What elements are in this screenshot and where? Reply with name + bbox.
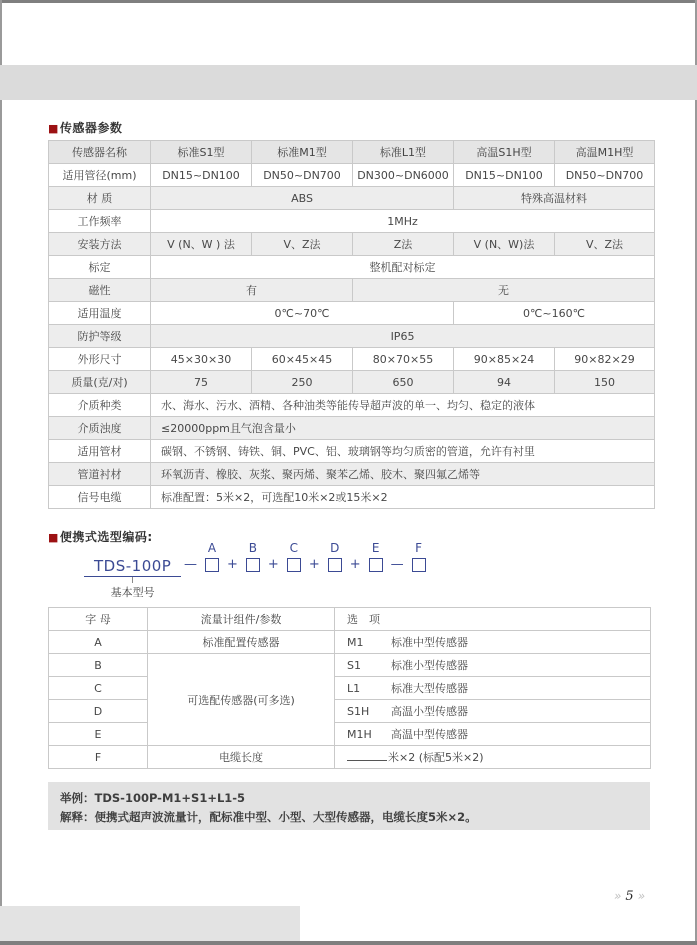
table-cell: 有 [151,279,353,302]
code-slot-C [287,542,301,572]
option-code: L1 [347,682,361,695]
table-row [49,723,651,746]
table-row [49,348,655,371]
connector-line [132,577,133,583]
code-letter: E [371,541,380,555]
page-left-edge [0,0,2,945]
table-cell: DN15~DN100 [151,164,252,187]
table-cell: 0℃~160℃ [454,302,655,325]
letter-cell: D [49,700,148,723]
table-cell: 碳钢、不锈钢、铸铁、铜、PVC、铝、玻璃钢等均匀质密的管道，允许有衬里 [151,440,655,463]
column-header: 字 母 [49,608,148,631]
code-letter: B [248,541,258,555]
table-cell: V、Z法 [555,233,655,256]
selection-table-body [49,631,651,769]
table-row [49,417,655,440]
table-row [49,746,651,769]
plus-separator: + [349,557,361,572]
letter-cell: B [49,654,148,677]
header-band [0,65,697,100]
sensor-parameters-table [48,140,655,509]
code-box-icon [205,558,219,572]
dash-separator: — [390,557,404,572]
option-label: 高温小型传感器 [391,705,468,718]
header-row [49,141,655,164]
chevron-right-icon: » [637,889,646,903]
table-cell: 75 [151,371,252,394]
table-row [49,700,651,723]
table-cell: 94 [454,371,555,394]
example-label: 解释： [60,810,95,824]
table-row [49,279,655,302]
table-cell: ≤20000ppm且气泡含量小 [151,417,655,440]
dash-separator: — [184,557,197,572]
table-cell: 90×82×29 [555,348,655,371]
table-row [49,654,651,677]
table-row [49,677,651,700]
table-row [49,233,655,256]
table-cell: 标准配置：5米×2，可选配10米×2或15米×2 [151,486,655,509]
selection-code-table [48,607,651,769]
code-box-icon [412,558,426,572]
code-slot-F [412,542,426,572]
table-cell: ABS [151,187,454,210]
row-label: 材 质 [49,187,151,210]
table-row [49,440,655,463]
option-label: 高温中型传感器 [391,728,468,741]
table-cell: 45×30×30 [151,348,252,371]
table-cell: 250 [252,371,353,394]
plus-separator: + [227,557,238,572]
component-cell: 可选配传感器(可多选) [148,654,335,746]
table-cell: 水、海水、污水、酒精、各种油类等能传导超声波的单一、均匀、稳定的液体 [151,394,655,417]
chevron-left-icon: » [614,889,622,903]
table-row [49,486,655,509]
row-label: 信号电缆 [49,486,151,509]
page-number-block [614,889,645,904]
column-header: 高温S1H型 [454,141,555,164]
row-label: 介质种类 [49,394,151,417]
model-code-section-title [48,528,153,545]
table-cell: V、Z法 [252,233,353,256]
example-line [60,808,640,827]
code-letter: F [415,541,423,555]
sensor-table-body [49,164,655,509]
column-header: 选 项 [335,608,651,631]
column-header: 标准M1型 [252,141,353,164]
row-label: 标定 [49,256,151,279]
table-cell: V (N、W)法 [454,233,555,256]
code-box-icon [328,558,342,572]
code-letter: C [289,541,298,555]
table-cell: Z法 [353,233,454,256]
code-slot-B [246,542,260,572]
option-cell [335,723,651,746]
table-row [49,631,651,654]
code-box-icon [246,558,260,572]
table-cell: 0℃~70℃ [151,302,454,325]
column-header-label: 传感器名称 [49,141,151,164]
table-row [49,371,655,394]
code-slot-D [328,542,342,572]
table-cell: V (N、W ) 法 [151,233,252,256]
column-header: 高温M1H型 [555,141,655,164]
option-cell [335,631,651,654]
component-cell: 电缆长度 [148,746,335,769]
example-line [60,789,640,808]
header-row [49,608,651,631]
table-row [49,325,655,348]
row-label: 外形尺寸 [49,348,151,371]
code-slot-A [205,542,219,572]
red-square-bullet-icon: ■ [48,122,59,135]
row-label: 适用温度 [49,302,151,325]
option-code: S1 [347,659,361,672]
table-cell: 环氧沥青、橡胶、灰浆、聚丙烯、聚苯乙烯、胶木、聚四氟乙烯等 [151,463,655,486]
example-code: TDS-100P-M1+S1+L1-5 [94,791,246,805]
table-cell: 80×70×55 [353,348,454,371]
table-row [49,164,655,187]
letter-cell: E [49,723,148,746]
table-row [49,302,655,325]
row-label: 磁性 [49,279,151,302]
option-cell [335,700,651,723]
base-model-label: 基本型号 [110,586,155,599]
option-cell [335,746,651,769]
page-bottom-rule [0,941,697,945]
component-cell: 标准配置传感器 [148,631,335,654]
table-cell: IP65 [151,325,655,348]
selection-table-head [49,608,651,631]
row-label: 工作频率 [49,210,151,233]
table-cell: DN15~DN100 [454,164,555,187]
row-label: 安装方法 [49,233,151,256]
code-letter: A [207,541,217,555]
code-slot-E [369,542,383,572]
plus-separator: + [267,557,279,572]
option-code: M1H [347,728,372,741]
table-cell: 1MHz [151,210,655,233]
option-code: M1 [347,636,364,649]
table-row [49,210,655,233]
letter-cell: A [49,631,148,654]
sensor-section-title [48,119,122,136]
red-square-bullet-icon: ■ [48,531,59,544]
code-letter: D [330,541,340,555]
column-header: 流量计组件/参数 [148,608,335,631]
table-cell: 650 [353,371,454,394]
option-label: 标准小型传感器 [391,659,468,672]
option-label: 米×2 (标配5米×2) [388,751,484,764]
table-cell: 150 [555,371,655,394]
column-header: 标准L1型 [353,141,454,164]
row-label: 适用管材 [49,440,151,463]
letter-cell: F [49,746,148,769]
footer-band [0,906,300,941]
row-label: 质量(克/对) [49,371,151,394]
blank-underline [347,750,387,761]
row-label: 防护等级 [49,325,151,348]
column-header: 标准S1型 [151,141,252,164]
row-label: 管道衬材 [49,463,151,486]
letter-cell: C [49,677,148,700]
table-cell: 整机配对标定 [151,256,655,279]
option-label: 标准大型传感器 [391,682,468,695]
example-explanation: 便携式超声波流量计，配标准中型、小型、大型传感器，电缆长度5米×2。 [94,810,477,824]
row-label: 适用管径(mm) [49,164,151,187]
example-box [48,782,650,830]
section-title-text: 传感器参数 [59,121,123,135]
table-row [49,394,655,417]
table-cell: 特殊高温材料 [454,187,655,210]
code-box-icon [369,558,383,572]
sensor-table-head [49,141,655,164]
page-number: 5 [625,889,634,904]
table-cell: DN50~DN700 [252,164,353,187]
table-row [49,256,655,279]
table-cell: 90×85×24 [454,348,555,371]
option-cell [335,677,651,700]
code-box-icon [287,558,301,572]
section-title-text: 便携式选型编码: [59,530,153,544]
table-row [49,187,655,210]
table-cell: 无 [353,279,655,302]
table-row [49,463,655,486]
option-label: 标准中型传感器 [391,636,468,649]
plus-separator: + [308,557,320,572]
table-cell: 60×45×45 [252,348,353,371]
page-top-rule [0,0,697,3]
option-code: S1H [347,705,370,718]
base-model-block [84,556,181,600]
table-cell: DN50~DN700 [555,164,655,187]
row-label: 介质浊度 [49,417,151,440]
option-cell [335,654,651,677]
base-model-text: TDS-100P [84,557,181,577]
table-cell: DN300~DN6000 [353,164,454,187]
example-label: 举例： [60,791,95,805]
model-code-slots [176,542,426,572]
